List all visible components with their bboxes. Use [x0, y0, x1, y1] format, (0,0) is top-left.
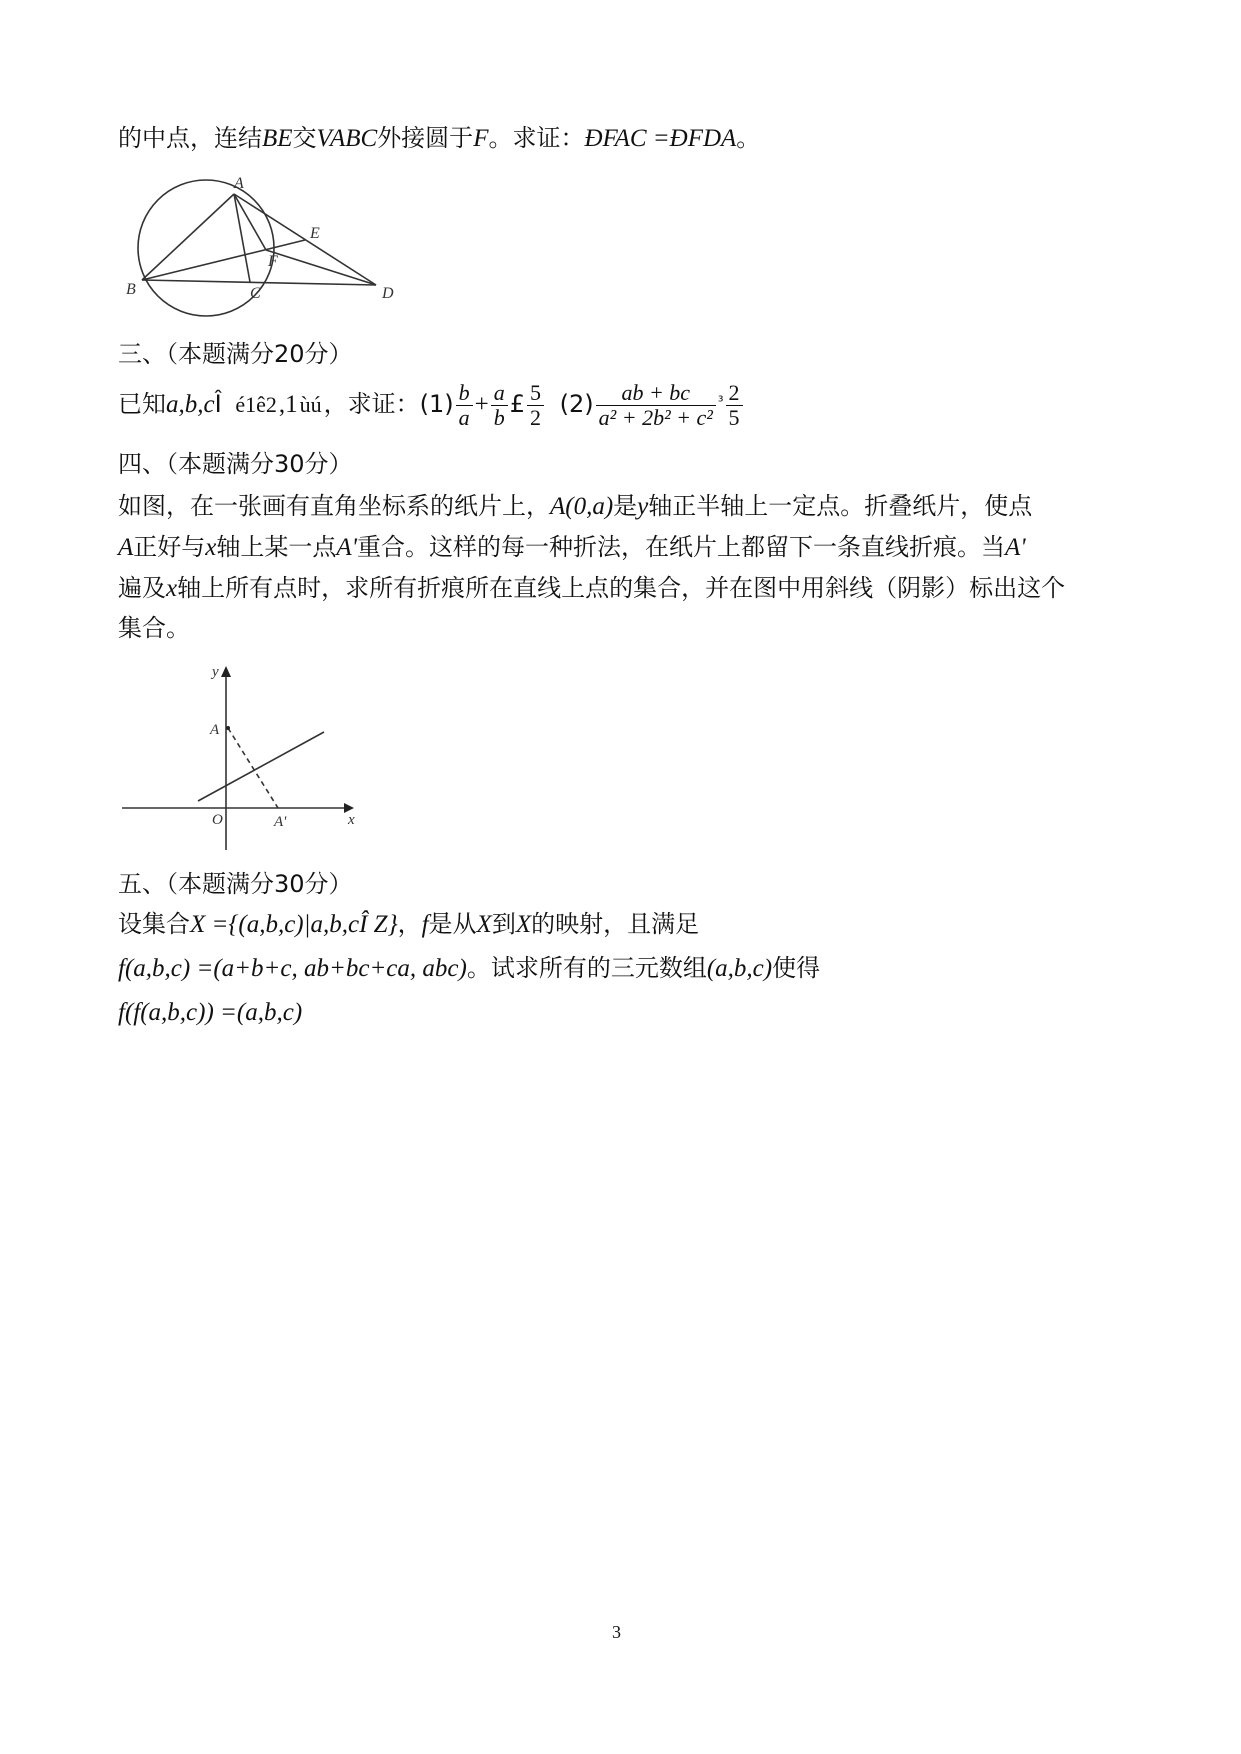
coordinate-figure — [118, 660, 368, 860]
denominator: a² + 2b² + c² — [598, 404, 713, 430]
label-b: B — [126, 281, 136, 298]
plus: + — [474, 391, 489, 418]
interval-right — [300, 393, 322, 417]
numerator: b — [456, 381, 473, 406]
math-mapping-def: f(a,b,c) =(a+b+c, ab+bc+ca, abc) — [118, 955, 467, 982]
problem-5-header: 五、（本题满分30分） — [118, 870, 353, 898]
math-x: x — [166, 575, 178, 602]
denominator: 2 — [530, 404, 541, 430]
text: 。 — [736, 124, 761, 152]
text: 轴上某一点 — [216, 533, 337, 561]
fraction — [726, 381, 743, 430]
text: 。求证： — [488, 124, 585, 152]
math-a-prime: A' — [1005, 534, 1026, 561]
math-f: f — [421, 911, 429, 938]
text: 。试求所有的三元数组 — [466, 954, 707, 982]
interval-right-top: ù — [299, 392, 311, 417]
problem-4-line-2 — [118, 531, 1026, 564]
problem-3-statement — [118, 378, 745, 430]
text: 重合。这样的每一种折法，在纸片上都留下一条直线折痕。当 — [357, 533, 1006, 561]
denominator: a — [458, 404, 470, 430]
problem-3-header: 三、（本题满分20分） — [118, 340, 353, 368]
label-y: y — [212, 664, 219, 680]
label-x: x — [348, 812, 355, 828]
text: 遍及 — [118, 574, 166, 602]
fraction — [527, 381, 544, 430]
y-axis-arrow-icon — [221, 666, 231, 677]
denominator: 5 — [728, 404, 740, 430]
text: ，求证： — [323, 390, 420, 418]
text: 轴正半轴上一定点。折叠纸片，使点 — [648, 492, 1033, 520]
problem-5-line-1 — [118, 908, 699, 941]
text: ， — [397, 910, 422, 938]
text: 是从 — [428, 910, 477, 938]
denominator: b — [493, 404, 505, 430]
text: 如图，在一张画有直角坐标系的纸片上， — [118, 492, 550, 520]
problem-4-line-3 — [118, 572, 1065, 605]
math-be: BE — [262, 125, 293, 152]
problem-2-statement — [118, 122, 760, 155]
geometry-figure-circle — [118, 170, 408, 320]
math-in-symbol: Î — [214, 390, 222, 418]
interval-right-bottom: ú — [310, 392, 322, 417]
interval — [235, 393, 277, 417]
interval-top: é1 — [235, 392, 257, 417]
math-point-a: A(0,a) — [550, 493, 614, 520]
label-a: A — [234, 175, 244, 192]
relation: £ — [509, 390, 525, 418]
text: 是 — [613, 492, 638, 520]
text: 使得 — [772, 954, 821, 982]
text: 到 — [491, 910, 516, 938]
label-a-prime: A' — [274, 814, 287, 830]
page-number: 3 — [612, 1622, 621, 1642]
label-e: E — [310, 225, 320, 242]
problem-4-line-1 — [118, 490, 1032, 523]
math-triangle-abc: VABC — [316, 125, 378, 152]
math-f: F — [473, 125, 489, 152]
problem-5-line-2 — [118, 952, 820, 985]
math-fixed-point-condition: f(f(a,b,c)) =(a,b,c) — [118, 999, 303, 1026]
math-x-set: X — [515, 911, 532, 938]
interval-mid: ,1 — [278, 391, 298, 418]
part-2-label: (2) — [559, 390, 594, 418]
fraction — [456, 381, 473, 430]
interval-bottom: ê2 — [256, 392, 277, 417]
math-a: A — [118, 534, 134, 561]
text: 轴上所有点时，求所有折痕所在直线上点的集合，并在图中用斜线（阴影）标出这个 — [177, 574, 1066, 602]
math-x-set: X — [476, 911, 492, 938]
label-f: F — [268, 253, 278, 270]
math-a-prime: A' — [336, 534, 358, 561]
text: 外接圆于 — [377, 124, 474, 152]
math-set-x: X ={(a,b,c)|a,b,cÎ Z} — [190, 911, 398, 938]
problem-5-line-3 — [118, 996, 302, 1029]
text: 的中点，连结 — [118, 124, 262, 152]
part-1-label: (1) — [419, 390, 454, 418]
text: 交 — [292, 124, 317, 152]
math-x: x — [205, 534, 217, 561]
text: 的映射，且满足 — [531, 910, 700, 938]
math-y: y — [637, 493, 649, 520]
label-c: C — [250, 285, 261, 302]
math-angle-claim: ÐFAC =ÐFDA — [584, 125, 737, 152]
text: 已知 — [118, 390, 166, 418]
fraction — [596, 381, 716, 430]
numerator: ab + bc — [596, 381, 716, 406]
label-d: D — [382, 285, 394, 302]
relation: ³ — [717, 394, 724, 410]
text: 设集合 — [118, 910, 190, 938]
numerator: 2 — [726, 381, 743, 406]
problem-4-line-4: 集合。 — [118, 614, 190, 642]
problem-4-header: 四、（本题满分30分） — [118, 450, 353, 478]
fraction — [491, 381, 508, 430]
label-a: A — [210, 722, 220, 738]
numerator: a — [491, 381, 508, 406]
math-triple: (a,b,c) — [706, 955, 773, 982]
math-vars: a,b,c — [166, 391, 215, 418]
label-o: O — [212, 812, 223, 828]
numerator: 5 — [527, 381, 544, 406]
text: 正好与 — [133, 533, 206, 561]
